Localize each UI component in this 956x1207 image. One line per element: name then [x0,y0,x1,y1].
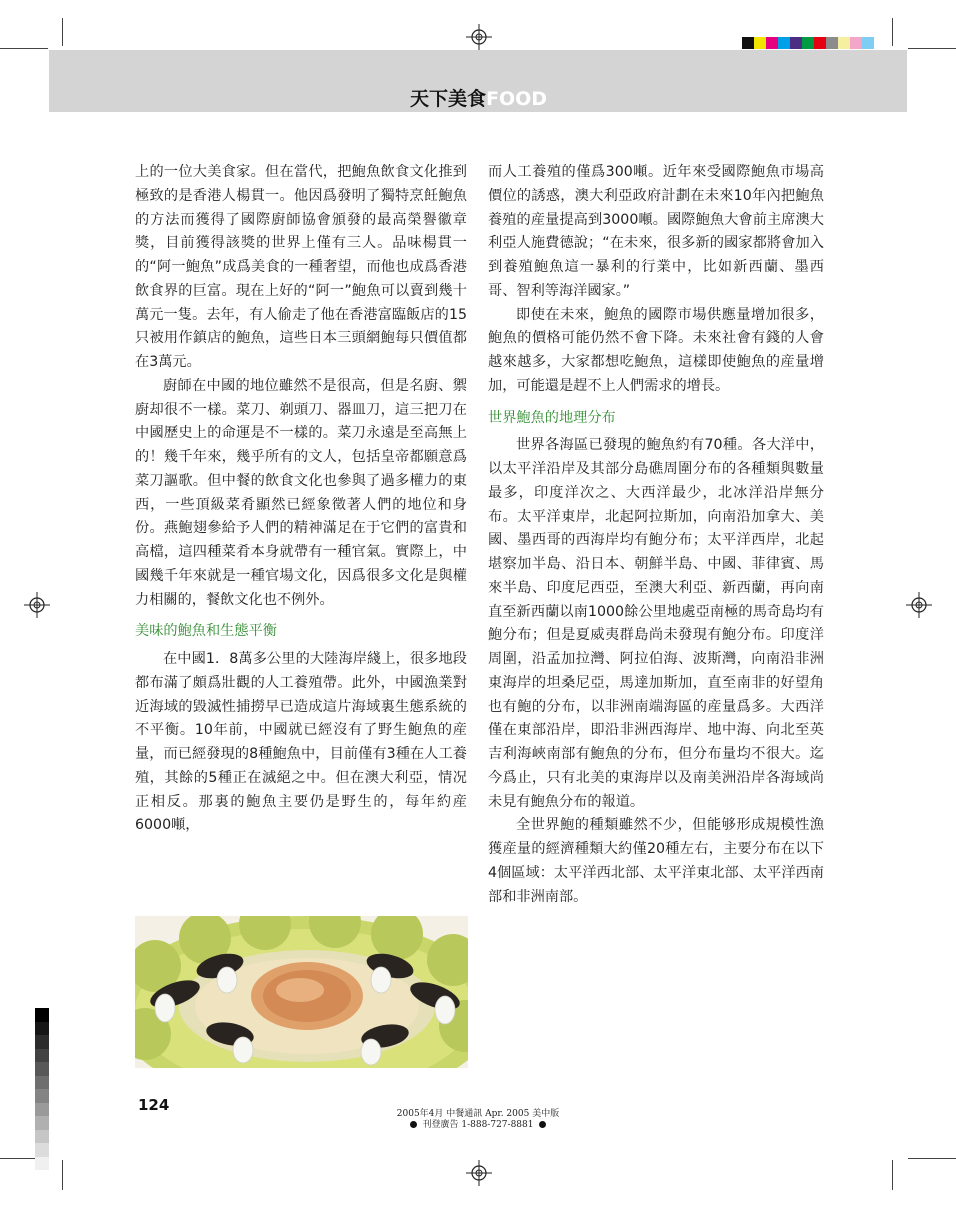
section-title-zh: 天下美食 [410,88,487,110]
color-swatch [862,37,874,49]
grayscale-swatch [35,1035,49,1049]
crop-mark [0,48,48,49]
abalone-dish-photo [135,916,468,1068]
grayscale-swatch [35,1008,49,1022]
footer-line-2: 刊登廣告 1-888-727-8881 [422,1120,534,1130]
crop-mark [908,48,956,49]
section-title [410,84,547,111]
grayscale-swatch [35,1089,49,1103]
crop-mark [908,1158,956,1159]
grayscale-calibration-bar [35,1008,49,1170]
footer-advert-info [360,1117,596,1130]
registration-mark-bottom [466,1160,492,1186]
page-number: 124 [138,1096,170,1114]
paragraph: 廚師在中國的地位雖然不是很高，但是名廚、禦廚却很不一樣。菜刀、剃頭刀、器皿刀，這三把刀在中國歷史上的命運是不一樣的。菜刀永遠是至高無上的！幾千年來，幾乎所有的文人，包括皇帝都願意爲菜刀謳歌。但中餐的飲食文化也參與了過多權力的東西，一些頂級菜肴顯然已經象徵著人們的地位和身份。燕鮑翅參給予人們的精神滿足在于它們的富貴和高檔，這四種菜肴本身就帶有一種官氣。實際上，中國幾千年來就是一種官場文化，因爲很多文化是與權力相關的，餐飲文化也不例外。 [135,377,467,608]
paragraph: 上的一位大美食家。但在當代，把鮑魚飲食文化推到極致的是香港人楊貫一。他因爲發明了獨特烹飪鮑魚的方法而獲得了國際廚師協會頒發的最高榮譽徽章獎，目前獲得該獎的世界上僅有三人。品味楊貫一的“阿一鮑魚”成爲美食的一種奢望，而他也成爲香港飲食界的巨富。現在上好的“阿一”鮑魚可以賣到幾十萬元一隻。去年，有人偷走了他在香港富臨飯店的15只被用作鎮店的鮑魚，這些日本三頭網鮑每只價值都在3萬元。 [135,164,467,370]
color-swatch [814,37,826,49]
registration-mark-left [24,592,50,618]
color-swatch [790,37,802,49]
grayscale-swatch [35,1076,49,1090]
bullet-dot-icon [539,1121,546,1128]
paragraph: 而人工養殖的僅爲300噸。近年來受國際鮑魚市場高價位的誘惑，澳大利亞政府計劃在未來10年內把鮑魚養殖的産量提高到3000噸。國際鮑魚大會前主席澳大利亞人施費德說；“在未來，很多新的國家都將會加入到養殖鮑魚這一暴利的行業中，比如新西蘭、墨西哥、智利等海洋國家。” [488,164,824,299]
color-calibration-bar [742,37,874,49]
grayscale-swatch [35,1103,49,1117]
registration-mark-right [906,592,932,618]
grayscale-swatch [35,1022,49,1036]
bullet-dot-icon [410,1121,417,1128]
grayscale-swatch [35,1130,49,1144]
color-swatch [742,37,754,49]
crop-mark [892,18,893,46]
grayscale-swatch [35,1157,49,1171]
left-column [135,161,467,838]
color-swatch [754,37,766,49]
color-swatch [766,37,778,49]
color-swatch [850,37,862,49]
grayscale-swatch [35,1049,49,1063]
section-heading: 世界鮑魚的地理分布 [488,409,616,426]
right-column [488,161,824,909]
color-swatch [778,37,790,49]
grayscale-swatch [35,1143,49,1157]
crop-mark [892,1160,893,1190]
color-swatch [802,37,814,49]
grayscale-swatch [35,1062,49,1076]
crop-mark [62,1160,63,1190]
section-heading: 美味的鮑魚和生態平衡 [135,623,277,640]
color-swatch [826,37,838,49]
paragraph: 在中國1．8萬多公里的大陸海岸綫上，很多地段都布滿了頗爲壯觀的人工養殖帶。此外，中國漁業對近海域的毀滅性捕撈早已造成這片海域裏生態系統的不平衡。10年前，中國就已經沒有了野生鮑魚的産量，而已經發現的8種鮑魚中，目前僅有3種在人工養殖，其餘的5種正在滅絕之中。但在澳大利亞，情况正相反。那裏的鮑魚主要仍是野生的，每年約産6000噸， [135,651,467,834]
paragraph: 即使在未來，鮑魚的國際市場供應量增加很多，鮑魚的價格可能仍然不會下降。未來社會有錢的人會越來越多，大家都想吃鮑魚，這樣即使鮑魚的産量增加，可能還是趕不上人們需求的增長。 [488,306,824,394]
crop-mark [62,18,63,46]
color-swatch [838,37,850,49]
registration-mark-top [466,24,492,50]
section-title-en: FOOD [486,88,548,110]
paragraph: 世界各海區已發現的鮑魚約有70種。各大洋中，以太平洋沿岸及其部分島礁周圍分布的各種類與數量最多，印度洋次之、大西洋最少，北冰洋沿岸無分布。太平洋東岸，北起阿拉斯加，向南沿加拿大、美國、墨西哥的西海岸均有鮑分布；太平洋西岸，北起堪察加半島、沿日本、朝鮮半島、中國、菲律賓、馬來半島、印度尼西亞，至澳大利亞、新西蘭，再向南直至新西蘭以南1000餘公里地處亞南極的馬奇島均有鮑分布；但是夏威夷群島尚未發現有鮑分布。印度洋周圍，沿孟加拉灣、阿拉伯海、波斯灣，向南沿非洲東海岸的坦桑尼亞，馬達加斯加，直至南非的好望角也有鮑的分布，以非洲南端海區的産量爲多。大西洋僅在東部沿岸，即沿非洲西海岸、地中海、向北至英吉利海峽南部有鮑魚的分布，但分布量均不很大。迄今爲止，只有北美的東海岸以及南美洲沿岸各海域尚未見有鮑魚分布的報道。 [488,437,824,810]
grayscale-swatch [35,1116,49,1130]
footer-line-1: 2005年4月 中餐通訊 Apr. 2005 美中版 [396,1109,560,1119]
paragraph: 全世界鮑的種類雖然不少，但能够形成規模性漁獲産量的經濟種類大約僅20種左右，主要分布在以下4個區域：太平洋西北部、太平洋東北部、太平洋西南部和非洲南部。 [488,817,824,905]
